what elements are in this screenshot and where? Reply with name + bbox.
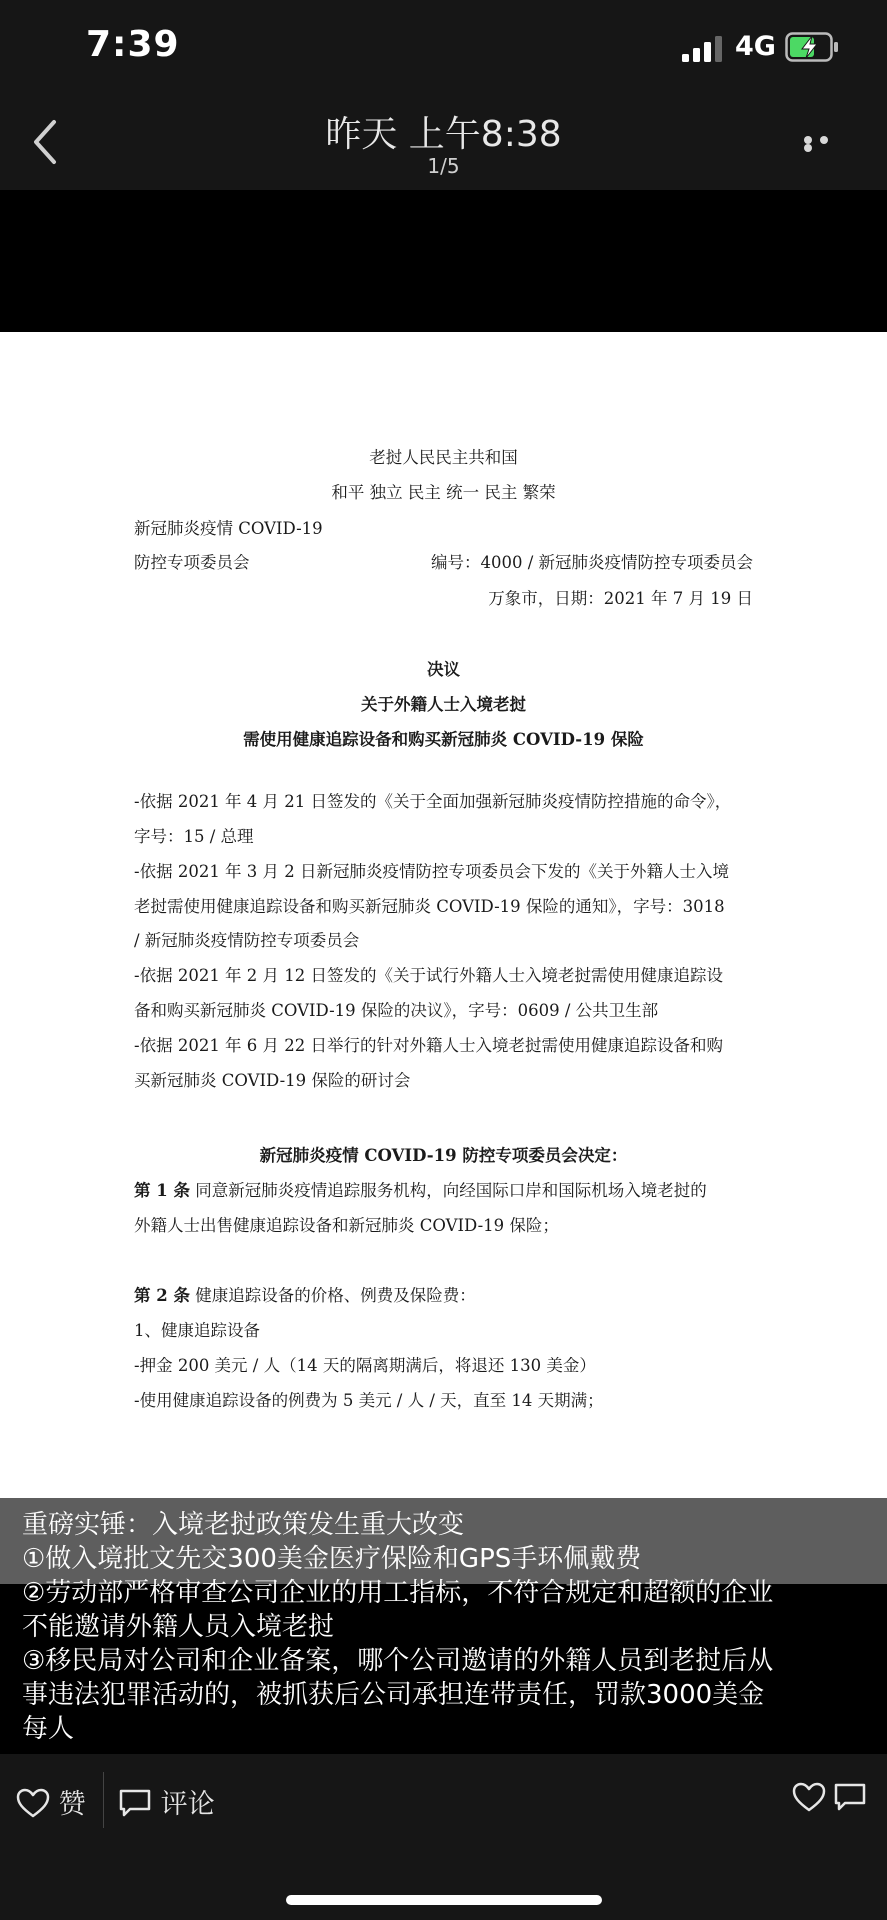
caption-line: ②劳动部严格审查公司企业的用工指标，不符合规定和超额的企业	[22, 1578, 774, 1608]
nav-bar	[0, 96, 887, 190]
doc-article2-label: 第 2 条	[134, 1286, 190, 1305]
doc-article2-line1	[134, 1282, 476, 1306]
caption-line: 每人	[22, 1714, 75, 1744]
battery-charging-icon	[785, 32, 839, 62]
comment-button[interactable]	[118, 1782, 215, 1821]
doc-basis-line: 备和购买新冠肺炎 COVID-19 保险的决议》，字号：0609 / 公共卫生部	[134, 1001, 659, 1020]
post-caption	[0, 1498, 887, 1754]
image-letterbox	[0, 190, 887, 332]
doc-title-resolution: 决议	[427, 660, 460, 679]
doc-article1-line1	[134, 1177, 707, 1201]
bottom-action-bar	[0, 1754, 887, 1920]
like-count-heart-icon[interactable]	[792, 1782, 826, 1812]
page-title: 昨天 上午8:38	[325, 114, 562, 155]
doc-article2-item: 1、健康追踪设备	[134, 1321, 260, 1340]
doc-basis-line: 买新冠肺炎 COVID-19 保险的研讨会	[134, 1071, 411, 1090]
comment-icon	[118, 1788, 152, 1818]
doc-article2-item: -使用健康追踪设备的例费为 5 美元 / 人 / 天，直至 14 天期满；	[134, 1391, 604, 1410]
doc-article2-text: 健康追踪设备的价格、例费及保险费：	[195, 1286, 476, 1305]
doc-basis-line: 老挝需使用健康追踪设备和购买新冠肺炎 COVID-19 保险的通知》，字号：3018	[134, 897, 725, 916]
doc-article1-label: 第 1 条	[134, 1181, 190, 1200]
heart-icon	[16, 1788, 50, 1818]
doc-decision-title: 新冠肺炎疫情 COVID-19 防控专项委员会决定：	[259, 1146, 628, 1165]
doc-header-country: 老挝人民民主共和国	[369, 448, 518, 467]
doc-basis-line: -依据 2021 年 3 月 2 日新冠肺炎疫情防控专项委员会下发的《关于外籍人士入境	[134, 862, 730, 881]
like-label: 赞	[58, 1789, 86, 1820]
photo-counter: 1/5	[427, 154, 460, 178]
caption-line: 事违法犯罪活动的，被抓获后公司承担连带责任，罚款3000美金	[22, 1680, 765, 1710]
doc-basis-line: / 新冠肺炎疫情防控专项委员会	[134, 931, 360, 950]
divider	[103, 1772, 104, 1828]
doc-title-line2: 关于外籍人士入境老挝	[361, 695, 526, 714]
caption-line: 不能邀请外籍人员入境老挝	[22, 1612, 335, 1642]
status-bar	[0, 0, 887, 96]
doc-org-line1: 新冠肺炎疫情 COVID-19	[134, 519, 323, 538]
caption-line: ③移民局对公司和企业备案，哪个公司邀请的外籍人员到老挝后从	[22, 1646, 774, 1676]
network-type: 4G	[735, 31, 776, 62]
caption-text	[22, 1508, 882, 1746]
comment-list-icon[interactable]	[833, 1782, 867, 1812]
cellular-signal-icon	[682, 36, 724, 62]
doc-header-motto: 和平 独立 民主 统一 民主 繁荣	[331, 483, 556, 502]
home-indicator[interactable]	[286, 1895, 602, 1905]
doc-title-line3: 需使用健康追踪设备和购买新冠肺炎 COVID-19 保险	[243, 730, 644, 749]
more-options-icon[interactable]	[804, 136, 848, 150]
doc-article1-text: 同意新冠肺炎疫情追踪服务机构，向经国际口岸和国际机场入境老挝的	[195, 1181, 707, 1200]
doc-basis-line: -依据 2021 年 2 月 12 日签发的《关于试行外籍人士入境老挝需使用健康追踪设	[134, 966, 724, 985]
doc-basis-line: 字号：15 / 总理	[134, 827, 254, 846]
comment-label: 评论	[160, 1789, 215, 1820]
doc-basis-line: -依据 2021 年 6 月 22 日举行的针对外籍人士入境老挝需使用健康追踪设备和购	[134, 1036, 724, 1055]
caption-line: 重磅实锤：入境老挝政策发生重大改变	[22, 1510, 465, 1540]
caption-line: ①做入境批文先交300美金医疗保险和GPS手环佩戴费	[22, 1544, 642, 1574]
doc-article2-item: -押金 200 美元 / 人（14 天的隔离期满后，将退还 130 美金）	[134, 1356, 596, 1375]
doc-article1-line2: 外籍人士出售健康追踪设备和新冠肺炎 COVID-19 保险；	[134, 1216, 559, 1235]
document-photo[interactable]	[0, 332, 887, 1499]
like-button[interactable]	[16, 1782, 86, 1821]
status-time: 7:39	[86, 24, 180, 65]
doc-number: 编号：4000 / 新冠肺炎疫情防控专项委员会	[430, 553, 753, 572]
doc-org-line2: 防控专项委员会	[134, 553, 250, 572]
doc-place-date: 万象市，日期：2021 年 7 月 19 日	[488, 589, 753, 608]
doc-basis-line: -依据 2021 年 4 月 21 日签发的《关于全面加强新冠肺炎疫情防控措施的命令》，	[134, 792, 732, 811]
